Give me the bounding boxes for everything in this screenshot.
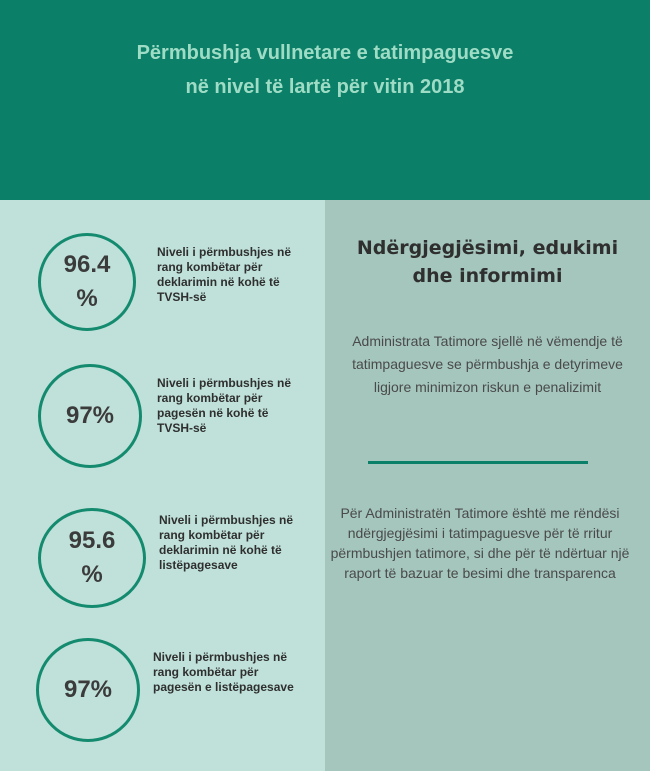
info-paragraph-2: Për Administratën Tatimore është me rëndësi ndërgjegjësimi i tatimpaguesve për të rritur përmbushjen tatimore, si dhe për të ndërtuar një raport të bazuar te besimi dhe transparenca bbox=[330, 505, 630, 581]
stat-circle-3 bbox=[38, 508, 146, 608]
divider bbox=[368, 461, 588, 464]
stat-description-1: Niveli i përmbushjes në rang kombëtar për deklarimin në kohë të TVSH-së bbox=[157, 245, 292, 304]
stat-value-2: 97% bbox=[65, 402, 115, 429]
section-heading: Ndërgjegjësimi, edukimi dhe informimi bbox=[356, 237, 619, 287]
info-paragraph-1: Administrata Tatimore sjellë në vëmendje të tatimpaguesve se përmbushja e detyrimeve ligjore minimizon riskun e penalizimit bbox=[352, 333, 623, 395]
stat-circle-2 bbox=[38, 364, 142, 468]
stat-value-3: 95.6 % bbox=[68, 527, 116, 588]
stat-description-2: Niveli i përmbushjes në rang kombëtar për pagesën në kohë të TVSH-së bbox=[157, 376, 292, 435]
page-title bbox=[0, 36, 650, 104]
stat-value-4: 97% bbox=[63, 676, 113, 703]
stat-description-4: Niveli i përmbushjes në rang kombëtar për pagesën e listëpagesave bbox=[153, 650, 294, 694]
stat-description-3: Niveli i përmbushjes në rang kombëtar për deklarimin në kohë të listëpagesave bbox=[159, 513, 294, 572]
stat-circle-1 bbox=[38, 233, 136, 331]
stat-circle-4 bbox=[36, 638, 140, 742]
title-line-2: në nivel të lartë për vitin 2018 bbox=[185, 76, 465, 98]
header-banner bbox=[0, 0, 650, 200]
title-line-1: Përmbushja vullnetare e tatimpaguesve bbox=[136, 42, 514, 64]
stat-value-1: 96.4 % bbox=[63, 251, 111, 312]
